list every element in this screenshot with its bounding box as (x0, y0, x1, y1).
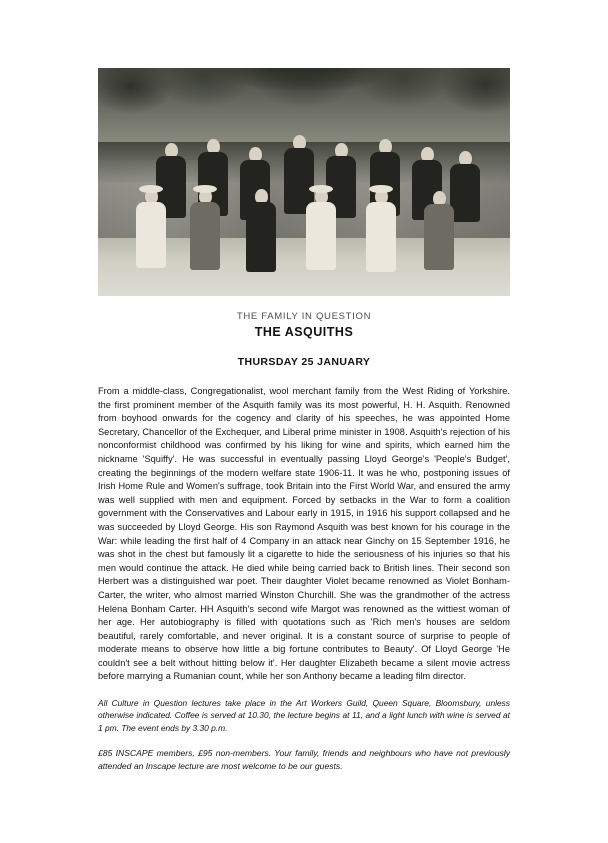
photo-figure (190, 185, 220, 270)
photograph-image (98, 68, 510, 296)
photo-figure (246, 189, 276, 272)
pricing-note: £85 INSCAPE members, £95 non-members. Your family, friends and neighbours who have not previously attended an Inscape lecture are most welcome to be our guests. (98, 748, 510, 771)
caption-eyebrow: THE FAMILY IN QUESTION (236, 311, 372, 322)
event-date: THURSDAY 25 JANUARY (237, 356, 371, 368)
group-photograph (98, 68, 510, 296)
photo-figure (424, 191, 454, 270)
body-paragraph: From a middle-class, Congregationalist, wool merchant family from the West Riding of Yorkshire. the first prominent member of the Asquith family was its most powerful, H. H. Asquith. Renowned from boyhood onwards for the cogency and clarity of his speeches, he was appointed Home Secretary, Chancellor of the Exchequer, and Liberal prime minister in 1908. Asquith's rejection of his nonconformist childhood was confirmed by his liking for wine and spirits, which earned him the nickname 'Squiffy'. He was successful in eventually passing Lloyd George's 'People's Budget', creating the beginnings of the modern welfare state 1906-11. It was he who, postponing issues of Irish Home Rule and Women's suffrage, took Britain into the First World War, and ensured the army was well supplied with men and equipment. Forced by setbacks in the War to form a coalition government with the Conservatives and Labour early in 1915, in 1916 his support collapsed and he was succeeded by Lloyd George. His son Raymond Asquith was best known for his courage in the War: while leading the first half of 4 Company in an attack near Ginchy on 15 September 1916, he was shot in the chest but famously lit a cigarette to hide the seriousness of his injuries so that his men would continue the attack. He died while being carried back to British lines. Their second son Herbert was a distinguished war poet. Their daughter Violet became renowned as Violet Bonham-Carter, the writer, who almost married Winston Churchill. She was the grandmother of the actress Helena Bonham Carter. HH Asquith's second wife Margot was renowned as the wittiest woman of her age. Her autobiography is filled with quotations such as 'Rich men's houses are seldom beautiful, rarely comfortable, and never original. It is a constant source of surprise to people of moderate means to observe how little a big fortune contributes to Beauty'. Of Lloyd George 'He couldn't see a belt without hitting below it'. Her daughter Elizabeth became a silent movie actress before marrying a Rumanian count, while her son Anthony became a leading film director. (98, 386, 510, 682)
page-title: THE ASQUITHS (254, 325, 354, 339)
logistics-note: All Culture in Question lectures take place in the Art Workers Guild, Queen Square, Bloomsbury, unless otherwise indicated. Coffee is served at 10.30, the lecture begins at 11, and a light lunch with wine is served at 1 pm. The event ends by 3.30 p.m. (98, 698, 510, 733)
photo-figure (306, 185, 336, 270)
photo-figure (136, 185, 166, 268)
photo-figure (366, 185, 396, 272)
photo-figure (450, 151, 480, 222)
